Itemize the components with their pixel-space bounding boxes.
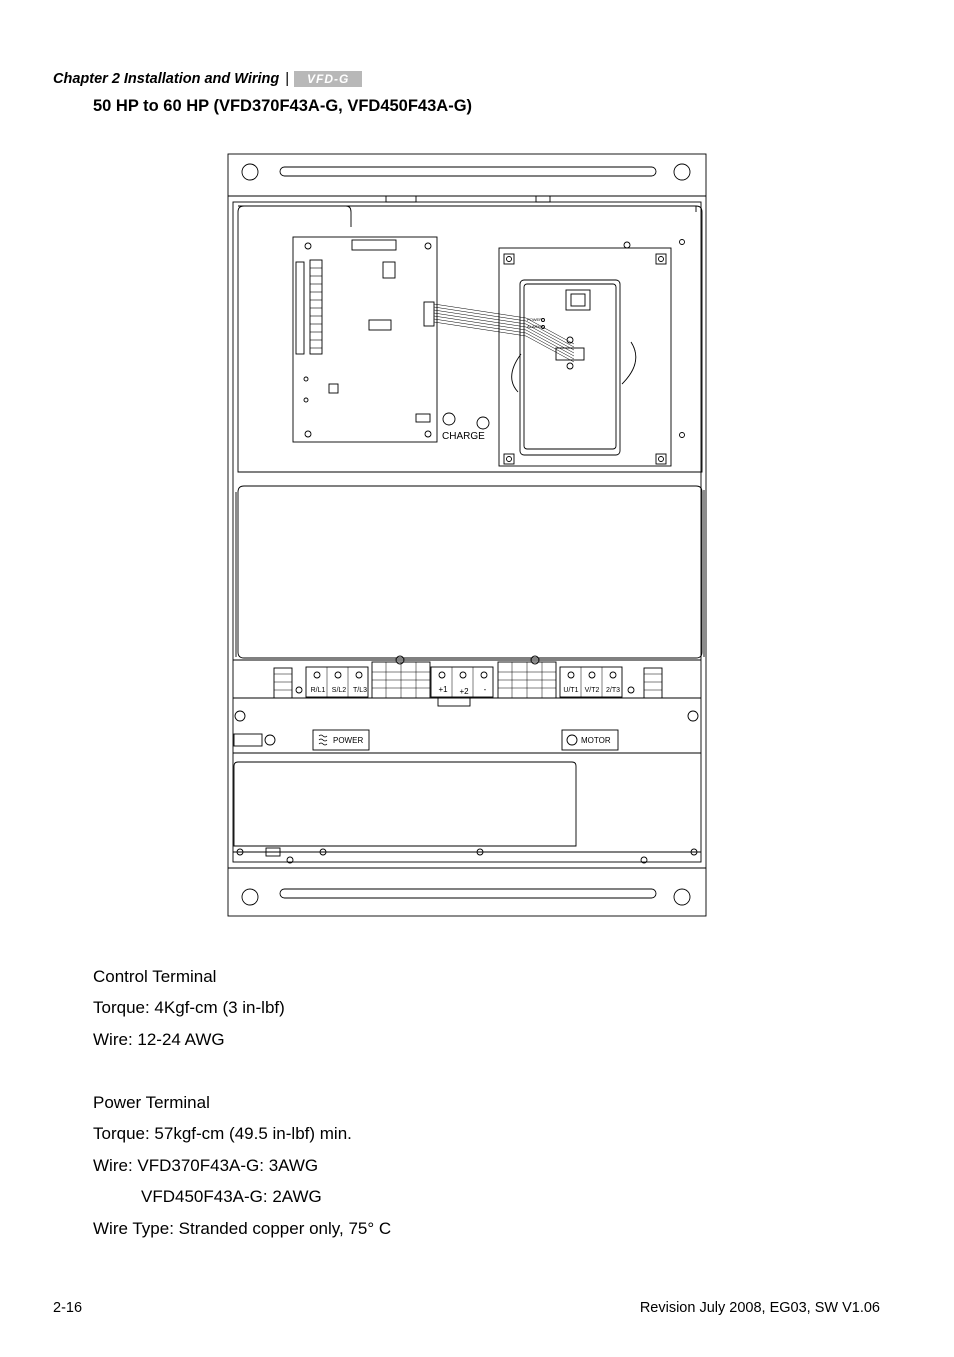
chapter-header — [53, 70, 362, 87]
mount-slot-bottom — [280, 889, 656, 898]
power-terminal-heading: Power Terminal — [93, 1093, 210, 1112]
power-terminal-wire-450: VFD450F43A-G: 2AWG — [141, 1187, 322, 1206]
charge-lamp — [443, 413, 455, 425]
power-tag-label: POWER — [333, 736, 364, 745]
terminal-cover — [238, 486, 702, 658]
power-terminal-torque: Torque: 57kgf-cm (49.5 in-lbf) min. — [93, 1124, 352, 1143]
housing-outline — [228, 154, 706, 916]
control-terminal-wire: Wire: 12-24 AWG — [93, 1030, 225, 1049]
terminal-label-plus1: +1 — [438, 685, 448, 694]
terminal-label-minus: - — [483, 685, 487, 694]
terminal-label-ut1: U/T1 — [563, 687, 579, 694]
keypad-power-label: POWER — [527, 317, 543, 322]
header-separator: | — [285, 70, 290, 87]
terminal-label-plus2: +2 — [459, 687, 469, 696]
section-title: 50 HP to 60 HP (VFD370F43A-G, VFD450F43A-G) — [93, 97, 473, 115]
mount-hole-top-left — [242, 164, 258, 180]
power-icon — [319, 735, 327, 745]
mount-hole-bottom-right — [674, 889, 690, 905]
keypad-alarm-label: ALARM — [527, 324, 541, 329]
terminal-label-vt2: V/T2 — [584, 687, 600, 694]
mount-slot-top — [280, 167, 656, 176]
terminal-label-rl1: R/L1 — [310, 687, 326, 694]
wire-type: Wire Type: Stranded copper only, 75° C — [93, 1219, 392, 1238]
vfd-g-logo: VFD-G — [294, 71, 362, 87]
control-terminal-heading: Control Terminal — [93, 967, 217, 986]
drive-outline-drawing — [226, 152, 708, 918]
revision-info: Revision July 2008, EG03, SW V1.06 — [639, 1300, 880, 1316]
mount-hole-top-right — [674, 164, 690, 180]
terminal-label-sl2: S/L2 — [331, 687, 347, 694]
mount-hole-bottom-left — [242, 889, 258, 905]
bottom-cover — [234, 762, 576, 846]
terminal-label-2t3: 2/T3 — [605, 687, 621, 694]
page-number: 2-16 — [53, 1300, 83, 1316]
charge-label: CHARGE — [442, 431, 485, 442]
terminal-label-tl3: T/L3 — [352, 687, 368, 694]
keypad — [520, 280, 620, 455]
motor-tag-label: MOTOR — [581, 736, 611, 745]
motor-icon — [567, 735, 577, 745]
power-terminal-wire-370: Wire: VFD370F43A-G: 3AWG — [93, 1156, 319, 1175]
keypad-housing — [499, 248, 671, 466]
chapter-title: Chapter 2 Installation and Wiring — [53, 70, 280, 87]
control-terminal-torque: Torque: 4Kgf-cm (3 in-lbf) — [93, 998, 285, 1017]
